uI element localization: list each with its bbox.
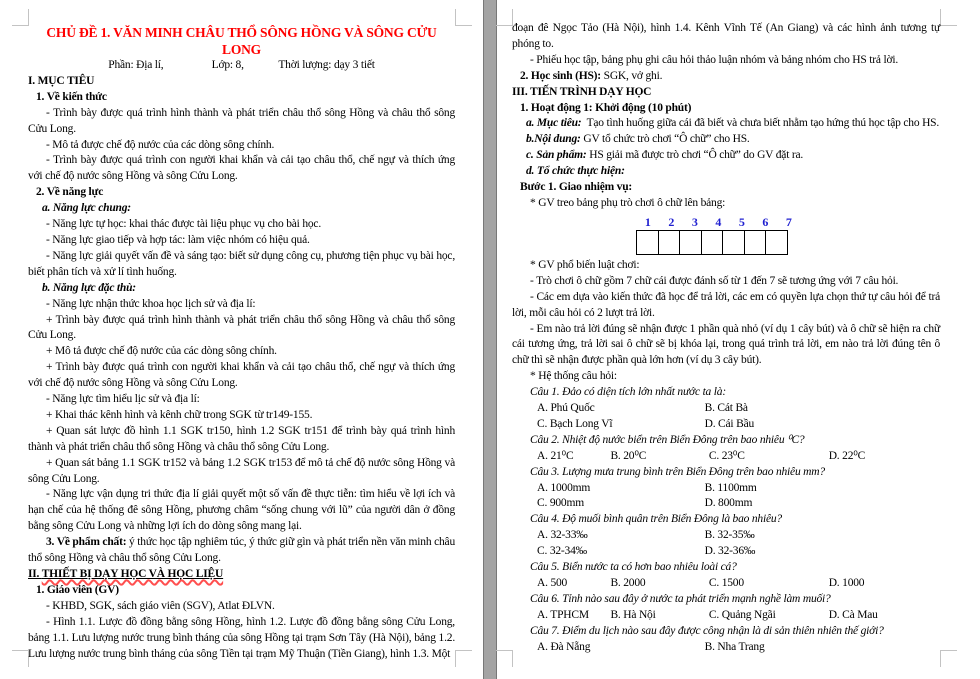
text-run: - Năng lực vận dụng tri thức địa lí giải quyết một số vấn đề thực tiễn: tìm hiểu về lợi ích và hạn chế của hệ thống đê sông Hồng, phương châm “sống chung với lũ” của người dân ở đồng bằng sông Cửu Long và những lợi ích do dòng sông mang lại. <box>28 488 458 533</box>
heading <box>28 567 455 583</box>
paragraph <box>28 297 455 313</box>
answer-option: B. Nha Trang <box>704 640 765 653</box>
crossword-cells-row <box>636 230 806 255</box>
answers-row <box>512 528 940 544</box>
paragraph <box>28 138 455 154</box>
heading <box>28 583 455 599</box>
heading <box>28 201 455 217</box>
paragraph <box>512 196 940 212</box>
crop-mark <box>12 650 29 667</box>
text-run: + Khai thác kênh hình và kênh chữ trong SGK từ tr149-155. <box>46 408 313 421</box>
paragraph <box>28 249 458 281</box>
text-run: GV tổ chức trò chơi “Ô chữ” cho HS. <box>580 133 750 146</box>
text-run: - Phiếu học tập, bảng phụ ghi câu hỏi thảo luận nhóm và bảng nhóm cho HS trả lời. <box>530 53 899 66</box>
text-run: * Hệ thống câu hỏi: <box>530 370 617 383</box>
text-run: + Mô tả được chế độ nước của các dòng sông chính. <box>46 345 277 358</box>
paragraph <box>28 217 455 233</box>
underlined-wrap <box>42 568 223 580</box>
crossword-number: 3 <box>691 214 698 229</box>
paragraph <box>28 392 455 408</box>
paragraph <box>512 369 940 385</box>
question-line <box>512 465 940 481</box>
text-run: Câu 5. Biển nước ta có hơn bao nhiêu loài cá? <box>530 561 737 574</box>
question-line <box>512 624 940 640</box>
answers-row <box>512 481 940 497</box>
text-run: - Trình bày được quá trình hình thành và phát triển châu thổ sông Hồng và châu thổ sông Cửu Long. <box>28 106 458 135</box>
text-run: SGK, vở ghi. <box>600 69 663 82</box>
heading <box>512 148 940 164</box>
text-run: - Các em dựa vào kiến thức đã học để trả lời, các em có quyền lựa chọn thứ tự câu hỏi để trả lời, mỗi câu hỏi có 2 lượt trả lời. <box>512 290 943 319</box>
answer-option: B. 20⁰C <box>610 449 647 462</box>
paragraph <box>28 487 458 535</box>
answer-option: C. 900mm <box>537 497 584 510</box>
paragraph <box>28 360 458 392</box>
heading <box>512 85 940 101</box>
answer-option: A. 32-33‰ <box>537 529 588 542</box>
text-run: b.Nội dung: <box>526 133 581 146</box>
paragraph <box>28 599 455 615</box>
answers-row <box>512 640 940 656</box>
text-run: Câu 4. Độ muối bình quân trên Biển Đông là bao nhiêu? <box>530 513 782 526</box>
question-line <box>512 385 940 401</box>
text-run: c. Sản phẩm: <box>526 149 587 162</box>
answer-option: D. 1000 <box>828 577 865 589</box>
answer-option: D. Cái Bầu <box>704 417 755 430</box>
text-run: + Trình bày được quá trình con người khai khẩn và cải tạo châu thổ, chế ngự và thích ứng với chế độ nước sông Hồng và sông Cửu Long. <box>28 361 458 390</box>
heading <box>512 116 940 132</box>
text-run: II. <box>28 568 42 580</box>
heading <box>512 69 940 85</box>
paragraph <box>28 535 458 567</box>
page-right[interactable] <box>497 0 980 679</box>
answer-option: A. Phú Quốc <box>537 402 595 415</box>
answer-option: B. Cát Bà <box>704 402 748 415</box>
answer-option: C. 1500 <box>708 577 744 589</box>
page-left-content <box>28 24 458 662</box>
text-run: b. Năng lực đặc thù: <box>42 281 136 294</box>
heading <box>512 164 940 180</box>
text-run: Tạo tình huống giữa cái đã biết và chưa biết nhằm tạo hứng thú học tập cho HS. <box>581 117 940 130</box>
crop-mark <box>455 650 472 667</box>
answers-row <box>512 449 940 465</box>
answer-option: D. Cà Mau <box>828 608 878 621</box>
document-title <box>28 24 455 58</box>
heading <box>28 281 455 297</box>
crossword-cell <box>766 230 788 255</box>
crop-mark <box>455 9 472 26</box>
answers-row <box>512 417 940 433</box>
paragraph <box>512 21 943 53</box>
answer-option: B. 1100mm <box>704 481 757 494</box>
text-run: - Trò chơi ô chữ gồm 7 chữ cái được đánh số từ 1 đến 7 sẽ tương ứng với 7 câu hỏi. <box>530 274 899 287</box>
text-run: ý thức học tập nghiêm túc, ý thức giữ gìn và phát triển nền văn minh châu thổ sông Hồng và châu thổ sông Cửu Long. <box>28 536 458 565</box>
text-run: - Năng lực tự học: khai thác được tài liệu phục vụ cho bài học. <box>46 218 321 231</box>
text-run: * GV phổ biến luật chơi: <box>530 258 640 271</box>
question-line <box>512 433 940 449</box>
answers-row <box>512 544 940 560</box>
text-run: d. Tổ chức thực hiện: <box>526 165 625 178</box>
page-gap <box>483 0 497 679</box>
text-run: a. Năng lực chung: <box>42 202 131 215</box>
answer-option: C. 32-34‰ <box>537 545 587 558</box>
answer-option: A. TPHCM <box>537 608 589 621</box>
answer-option: B. Hà Nội <box>610 608 656 621</box>
heading <box>28 185 455 201</box>
crossword-number: 2 <box>668 214 675 229</box>
crossword-number: 4 <box>715 214 722 229</box>
paragraph <box>28 313 458 345</box>
question-line <box>512 560 940 576</box>
answer-option: A. Đà Nẵng <box>537 640 591 653</box>
heading <box>28 74 455 90</box>
text-run: THIẾT BỊ DẠY HỌC VÀ HỌC LIỆU <box>41 568 224 580</box>
text-run: III. TIẾN TRÌNH DẠY HỌC <box>512 85 652 98</box>
paragraph <box>28 58 455 74</box>
text-run: 1. Về kiến thức <box>36 90 107 103</box>
paragraph <box>512 274 940 290</box>
paragraph <box>512 53 940 69</box>
text-run: 2. Về năng lực <box>36 186 104 199</box>
crossword-number: 6 <box>762 214 769 229</box>
text-run: Câu 2. Nhiệt độ nước biển trên Biển Đông trên bao nhiêu ⁰C? <box>530 433 805 446</box>
paragraph <box>28 408 455 424</box>
answer-option: A. 500 <box>537 577 568 589</box>
text-run: + Trình bày được quá trình hình thành và phát triển châu thổ sông Hồng và châu thổ sông Cửu Long. <box>28 313 458 342</box>
text-run: - Trình bày được quá trình con người khai khẩn và cải tạo châu thổ, chế ngự và thích ứng với chế độ nước sông Hồng và sông Cửu Long. <box>28 154 458 183</box>
paragraph <box>28 153 458 185</box>
answers-row <box>512 608 940 624</box>
text-run: Câu 3. Lượng mưa trung bình trên Biển Đông trên bao nhiêu mm? <box>530 465 825 478</box>
text-run: a. Mục tiêu: <box>526 117 582 130</box>
text-run: - Năng lực nhận thức khoa học lịch sử và địa lí: <box>46 297 256 310</box>
text-run: - Năng lực tìm hiểu lịc sử và địa lí: <box>46 393 200 406</box>
text-run: Câu 7. Điểm du lịch nào sau đây được công nhận là di sản thiên nhiên thế giới? <box>530 624 884 637</box>
crossword-number: 7 <box>785 214 792 229</box>
heading <box>28 90 455 106</box>
text-run: - KHBD, SGK, sách giáo viên (SGV), Atlat ĐLVN. <box>46 599 275 612</box>
heading <box>512 180 940 196</box>
crossword-cell <box>745 230 767 255</box>
text-run: - Năng lực giao tiếp và hợp tác: làm việc nhóm có hiệu quả. <box>46 233 310 246</box>
crossword-cell <box>636 230 659 255</box>
page-right-content <box>512 21 943 656</box>
answer-option: D. 800mm <box>704 497 753 510</box>
paragraph <box>28 456 458 488</box>
crossword-cell <box>680 230 702 255</box>
answers-row <box>512 401 940 417</box>
text-run: Bước 1. Giao nhiệm vụ: <box>520 181 633 194</box>
answer-option: D. 22⁰C <box>828 449 866 462</box>
crossword-number: 5 <box>738 214 745 229</box>
heading <box>512 101 940 117</box>
text-run: Câu 1. Đảo có diện tích lớn nhất nước ta là: <box>530 386 726 399</box>
text-run: - Năng lực giải quyết vấn đề và sáng tạo: biết sử dụng công cụ, phương tiện phục vụ bài học, biết phân tích và xử lí tình huống. <box>28 249 458 278</box>
question-line <box>512 512 940 528</box>
paragraph <box>28 424 458 456</box>
crossword-table <box>636 216 806 255</box>
paragraph <box>512 290 943 322</box>
answer-option: A. 1000mm <box>537 481 591 494</box>
text-run: Câu 6. Tỉnh nào sau đây ở nước ta phát triển mạnh nghề làm muối? <box>530 592 831 605</box>
answers-row <box>512 576 940 592</box>
text-run: - Mô tả được chế độ nước của các dòng sông chính. <box>46 138 275 151</box>
text-run: + Quan sát bảng 1.1 SGK tr152 và bảng 1.2 SGK tr153 để mô tả chế độ nước sông Hồng và sông Cửu Long. <box>28 456 458 485</box>
paragraph <box>28 615 458 663</box>
text-run: 2. Học sinh (HS): <box>520 69 601 82</box>
page-left[interactable] <box>0 0 483 679</box>
heading <box>512 132 940 148</box>
paragraph <box>28 233 455 249</box>
text-run: * GV treo bảng phụ trò chơi ô chữ lên bảng: <box>530 196 726 209</box>
crossword-number: 1 <box>644 214 651 229</box>
question-line <box>512 592 940 608</box>
paragraph <box>512 258 940 274</box>
crossword-numbers-row <box>636 216 806 229</box>
answer-option: D. 32-36‰ <box>704 545 756 558</box>
crossword-cell <box>723 230 745 255</box>
crossword-cell <box>659 230 681 255</box>
answer-option: A. 21⁰C <box>537 449 574 462</box>
answer-option: C. Bạch Long Vĩ <box>537 417 613 430</box>
crop-mark <box>12 9 29 26</box>
answer-option: C. Quảng Ngãi <box>708 608 776 621</box>
text-run: HS giải mã được trò chơi “Ô chữ” do GV đặt ra. <box>586 149 804 162</box>
text-run: CHỦ ĐỀ 1. VĂN MINH CHÂU THỔ SÔNG HỒNG VÀ SÔNG CỬU LONG <box>46 25 440 57</box>
answer-option: C. 23⁰C <box>708 449 745 462</box>
text-run: 3. Về phẩm chất: <box>46 536 127 549</box>
crossword-cell <box>702 230 724 255</box>
text-run: 1. Giáo viên (GV) <box>36 583 119 596</box>
text-run: - Hình 1.1. Lược đồ đồng bằng sông Hồng, hình 1.2. Lược đồ đồng bằng sông Cửu Long, bảng 1.1. Lưu lượng nước trung bình tháng của sông Hồng tại trạm Sơn Tây (Hà Nội), bảng 1.2. Lưu lượng nước trung bình tháng của sông Tiền tại trạm Mỹ Thuận (Tiền Giang), hình 1.3. Một <box>28 615 458 660</box>
crop-mark <box>940 650 957 667</box>
text-run: đoạn đê Ngọc Tảo (Hà Nội), hình 1.4. Kênh Vĩnh Tế (An Giang) và các hình ảnh tương tự phóng to. <box>512 22 943 50</box>
text-run: + Quan sát lược đồ hình 1.1 SGK tr150, hình 1.2 SGK tr151 để trình bày quá trình hình thành và phát triển châu thổ sông Hồng và châu thổ sông Cửu Long. <box>28 424 458 453</box>
text-run: I. MỤC TIÊU <box>28 74 95 87</box>
crop-mark <box>496 650 513 667</box>
paragraph <box>28 106 458 138</box>
answers-row <box>512 496 940 512</box>
text-run: 1. Hoạt động 1: Khởi động (10 phút) <box>520 101 692 114</box>
answer-option: B. 32-35‰ <box>704 529 755 542</box>
text-run: - Em nào trả lời đúng sẽ nhận được 1 phần quà nhỏ (ví dụ 1 cây bút) và ô chữ sẽ hiện ra chữ cái tương ứng, trả lời sai ô chữ sẽ bị khóa lại, trong quá trình trả lời, em nào trả lời đúng tên ô chữ thì sẽ nhận được phần quà lớn hơn (ví dụ 3 cây bút). <box>512 322 943 367</box>
paragraph <box>512 322 943 370</box>
crop-mark <box>496 9 513 26</box>
paragraph <box>28 344 455 360</box>
answer-option: B. 2000 <box>610 577 646 589</box>
text-run: Phần: Địa lí, Lớp: 8, Thời lượng: dạy 3 tiết <box>108 59 375 71</box>
